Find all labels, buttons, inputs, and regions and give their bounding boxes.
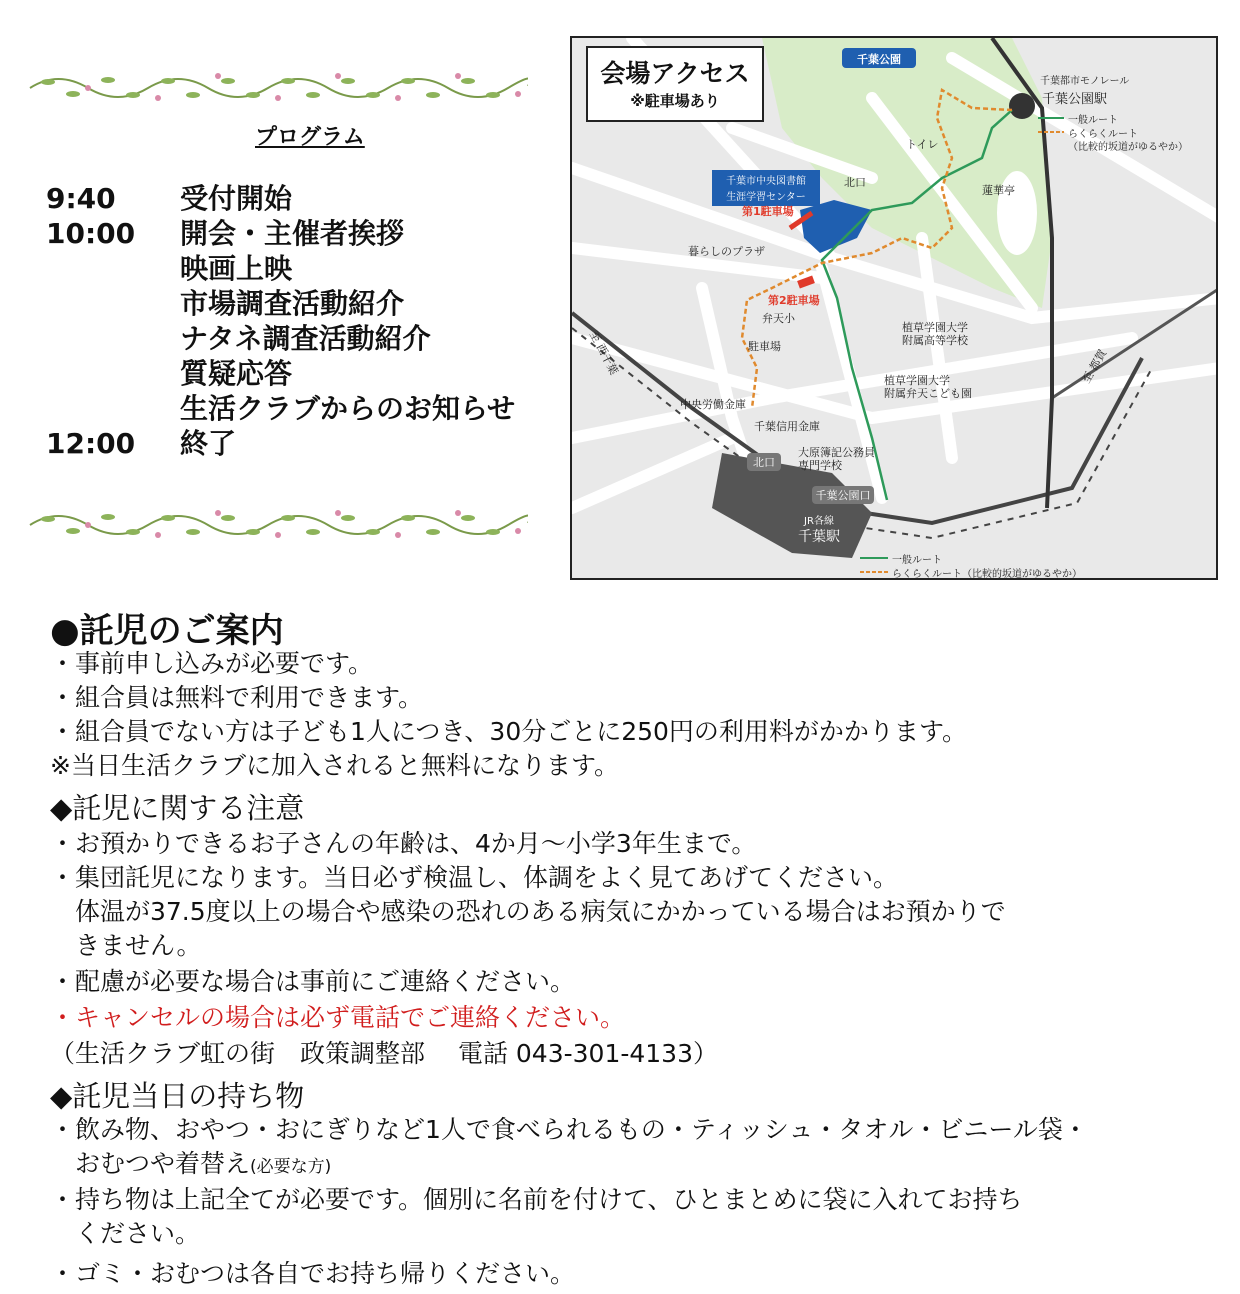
toilet-label: トイレ: [906, 138, 939, 151]
bentensho-label: 弁天小: [762, 312, 795, 325]
park-label: 千葉公園: [857, 53, 901, 66]
legend-top-easy-note: （比較的坂道がゆるやか）: [1068, 142, 1188, 153]
program-row: [46, 287, 404, 321]
chiba-koen-exit-label: 千葉公園口: [815, 489, 871, 502]
program-text: 受付開始: [180, 182, 293, 215]
program-text: 開会・主催者挨拶: [180, 217, 405, 250]
library-label-line1: 千葉市中央図書館: [726, 176, 806, 187]
program-row: [46, 182, 292, 216]
items-line: ・持ち物は上記全てが必要です。個別に名前を付けて、ひとまとめに袋に入れてお持ち: [50, 1185, 1023, 1214]
program-row: [46, 427, 236, 461]
items-line-main: おむつや着替え: [50, 1149, 251, 1178]
parking1-label: 第1駐車場: [742, 205, 794, 218]
monorail-station-label: 千葉公園駅: [1042, 92, 1108, 107]
kurashi-plaza-label: 暮らしのプラザ: [688, 245, 765, 258]
program-row: [46, 252, 292, 286]
notes-line: ・集団託児になります。当日必ず検温し、体調をよく見てあげてください。: [50, 863, 899, 892]
cancel-notice: ・キャンセルの場合は必ず電話でご連絡ください。: [50, 1003, 626, 1032]
program-time: 10:00: [46, 217, 136, 250]
items-line-small: (必要な方): [250, 1157, 332, 1177]
childcare-line: ・組合員は無料で利用できます。: [50, 683, 424, 712]
notes-line: 体温が37.5度以上の場合や感染の恐れのある病気にかかっている場合はお預かりで: [50, 897, 1006, 926]
library-north-exit-label: 北口: [844, 176, 866, 189]
legend-bottom-easy: らくらくルート（比較的坂道がゆるやか）: [892, 569, 1082, 580]
notes-line: ・配慮が必要な場合は事前にご連絡ください。: [50, 967, 576, 996]
map-subtitle: ※駐車場あり: [630, 92, 720, 110]
uekusa-high-label: 植草学園大学 附属高等学校: [902, 321, 968, 347]
library-label-line2: 生涯学習センター: [726, 192, 806, 203]
program-heading: プログラム: [255, 125, 365, 150]
program-text: 生活クラブからのお知らせ: [180, 392, 516, 425]
program-text: ナタネ調査活動紹介: [180, 322, 431, 355]
renkatei-label: 蓮華亭: [982, 184, 1015, 197]
nishichiba-label: 至 西千葉: [586, 328, 621, 377]
legend-top-easy: らくらくルート: [1068, 129, 1138, 140]
notes-line: きません。: [50, 931, 202, 960]
parking-label: 駐車場: [748, 340, 781, 353]
program-row: [46, 322, 431, 356]
items-line: ・飲み物、おやつ・おにぎりなど1人で食べられるもの・ティッシュ・タオル・ビニール袋・: [50, 1115, 1088, 1144]
monorail-station-marker: [1009, 93, 1035, 119]
childcare-line: ・事前申し込みが必要です。: [50, 649, 374, 678]
program-text: 映画上映: [180, 252, 293, 285]
childcare-line: ※当日生活クラブに加入されると無料になります。: [50, 751, 619, 780]
program-row: [46, 392, 515, 426]
vine-decoration-bottom: [28, 505, 528, 545]
items-heading: ◆託児当日の持ち物: [50, 1079, 305, 1113]
access-title-box: [586, 46, 764, 122]
legend-top-normal: 一般ルート: [1068, 115, 1118, 126]
program-text: 終了: [180, 427, 237, 460]
program-row: [46, 217, 404, 251]
tsuga-label: 至 都賀: [1079, 347, 1110, 386]
station-north-exit-label: 北口: [753, 456, 775, 469]
chiba-station-label: 千葉駅: [798, 529, 840, 545]
vine-decoration-top: [28, 68, 528, 108]
items-line: ください。: [50, 1219, 201, 1248]
items-line: ・ゴミ・おむつは各自でお持ち帰りください。: [50, 1259, 576, 1288]
jr-lines-label: JR各線: [804, 516, 834, 527]
program-text: 質疑応答: [180, 357, 293, 390]
parking2-label: 第2駐車場: [768, 294, 820, 307]
map-title: 会場アクセス: [600, 59, 750, 88]
program-time: 12:00: [46, 427, 136, 460]
childcare-heading: ●託児のご案内: [50, 611, 284, 651]
shinyo-kinko-label: 千葉信用金庫: [754, 420, 820, 433]
notes-heading: ◆託児に関する注意: [50, 791, 305, 825]
contact-line: （生活クラブ虹の街 政策調整部 電話 043-301-4133）: [50, 1039, 718, 1068]
access-map: [570, 36, 1218, 580]
uekusa-kodomo-label: 植草学園大学 附属弁天こども園: [884, 374, 972, 400]
items-line: [50, 1148, 331, 1183]
legend-bottom-normal: 一般ルート: [892, 555, 942, 566]
program-time: 9:40: [46, 182, 116, 215]
monorail-line-label: 千葉都市モノレール: [1040, 76, 1130, 87]
rodo-kinko-label: 中央労働金庫: [680, 398, 746, 411]
program-row: [46, 357, 292, 391]
ohara-school-label: 大原簿記公務員 専門学校: [798, 446, 875, 472]
notes-line: ・お預かりできるお子さんの年齢は、4か月～小学3年生まで。: [50, 829, 757, 858]
childcare-line: ・組合員でない方は子ども1人につき、30分ごとに250円の利用料がかかります。: [50, 717, 967, 746]
program-text: 市場調査活動紹介: [180, 287, 405, 320]
